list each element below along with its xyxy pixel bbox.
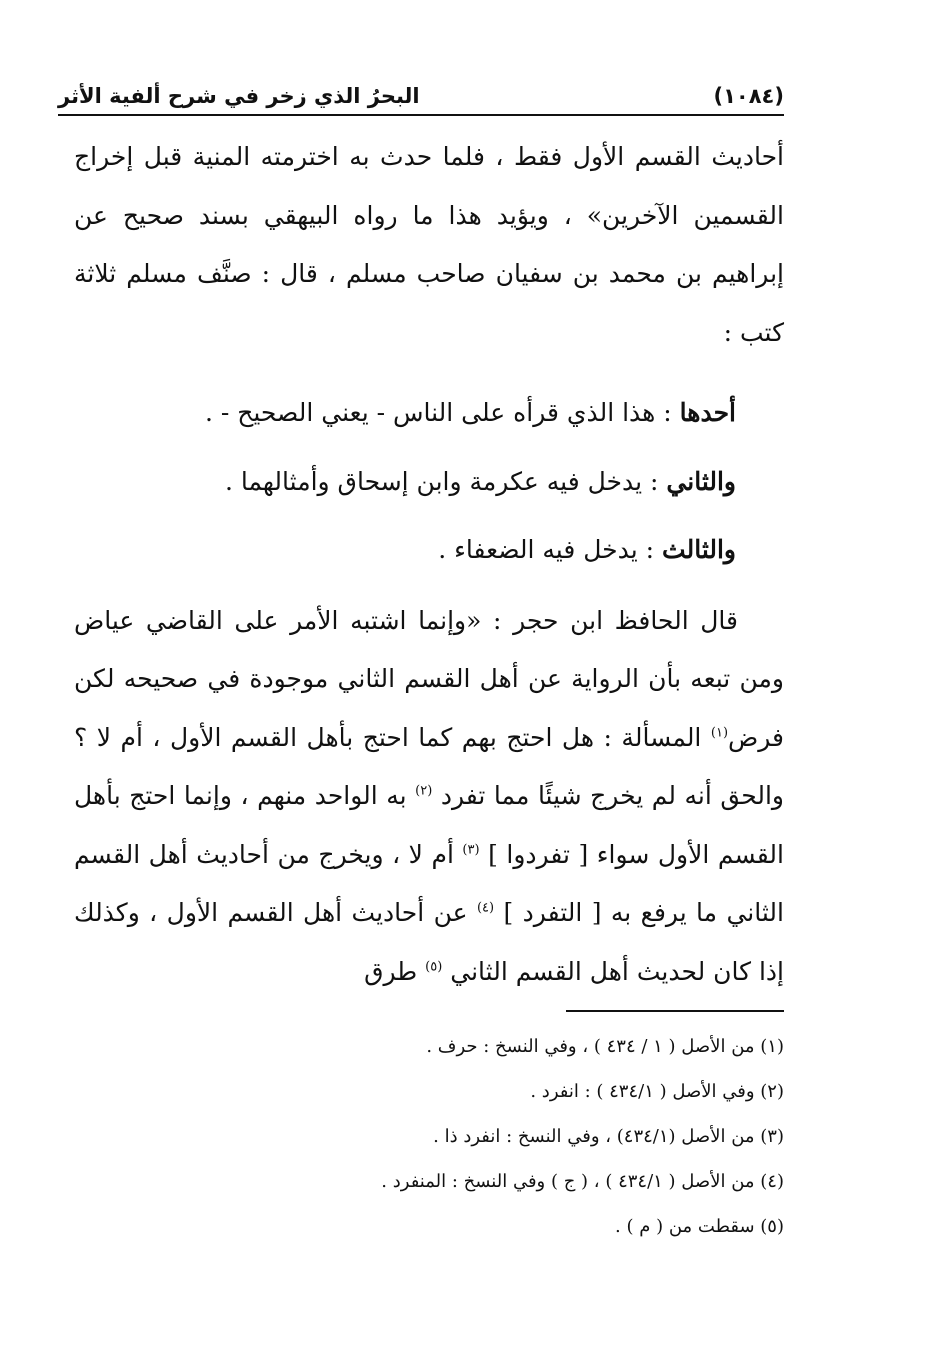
- footnotes: [80, 1024, 784, 1249]
- item-label: والثالث: [662, 535, 736, 564]
- footnote: (٢) وفي الأصل ( ٤٣٤/١ ) : انفرد .: [530, 1081, 784, 1102]
- running-title: البحرُ الذي زخر في شرح ألفية الأثر: [58, 84, 420, 108]
- footnote-marker: (٢): [415, 783, 433, 799]
- footnote-marker: (٤): [476, 900, 495, 916]
- footnote: (٥) سقطت من ( م ) .: [615, 1216, 784, 1237]
- text-segment: به الواحد منهم ، وإنما احتج بأهل القسم الأول سواء [ تفردوا ]: [74, 781, 784, 869]
- footnote: (٣) من الأصل (٤٣٤/١) ، وفي النسخ : انفرد ذا .: [433, 1126, 784, 1147]
- footnote-marker: (١): [710, 725, 729, 741]
- footnote-marker: (٥): [425, 959, 443, 975]
- item-text: : يدخل فيه الضعفاء .: [438, 535, 663, 564]
- main-text: [74, 128, 784, 1001]
- list-item: [74, 384, 784, 443]
- paragraph-2: [74, 592, 784, 1002]
- item-text: : هذا الذي قرأه على الناس - يعني الصحيح - .: [204, 398, 680, 427]
- page-header: [58, 78, 784, 116]
- page-number: (١٠٨٤): [713, 84, 784, 108]
- text-segment: قال الحافظ ابن حجر : «وإنما اشتبه الأمر على القاضي عياض ومن تبعه بأن الرواية عن أهل القسم الثاني موجودة في صحيحه لكن فرض: [74, 605, 784, 752]
- text-segment: عن أحاديث أهل القسم الأول ، وكذلك إذا كان لحديث أهل القسم الثاني: [74, 898, 784, 986]
- text-segment: أم لا ، ويخرج من أحاديث أهل القسم الثاني ما يرفع به [ التفرد ]: [74, 839, 784, 927]
- text-segment: المسألة : هل احتج بهم كما احتج بأهل القسم الأول ، أم لا ؟ والحق أنه لم يخرج شيئًا مما تفرد: [74, 722, 784, 810]
- item-text: : يدخل فيه عكرمة وابن إسحاق وأمثالهما .: [224, 466, 667, 496]
- item-label: أحدها: [679, 398, 736, 427]
- footnote: (١) من الأصل ( ١ / ٤٣٤ ) ، وفي النسخ : حرف .: [426, 1036, 784, 1057]
- footnote-separator: [566, 1010, 784, 1012]
- list-item: [74, 521, 784, 580]
- paragraph-1: أحاديث القسم الأول فقط ، فلما حدث به اخترمته المنية قبل إخراج القسمين الآخرين» ، ويؤيد هذا ما رواه البيهقي بسند صحيح عن إبراهيم بن محمد بن سفيان صاحب مسلم ، قال : صنَّف مسلم ثلاثة كتب :: [74, 142, 784, 347]
- footnote-marker: (٣): [462, 842, 480, 858]
- text-segment: طرق: [364, 956, 426, 986]
- footnote: (٤) من الأصل ( ٤٣٤/١ ) ، ( ج ) وفي النسخ : المنفرد .: [381, 1171, 784, 1192]
- item-label: والثاني: [666, 466, 736, 496]
- list-item: [74, 453, 784, 512]
